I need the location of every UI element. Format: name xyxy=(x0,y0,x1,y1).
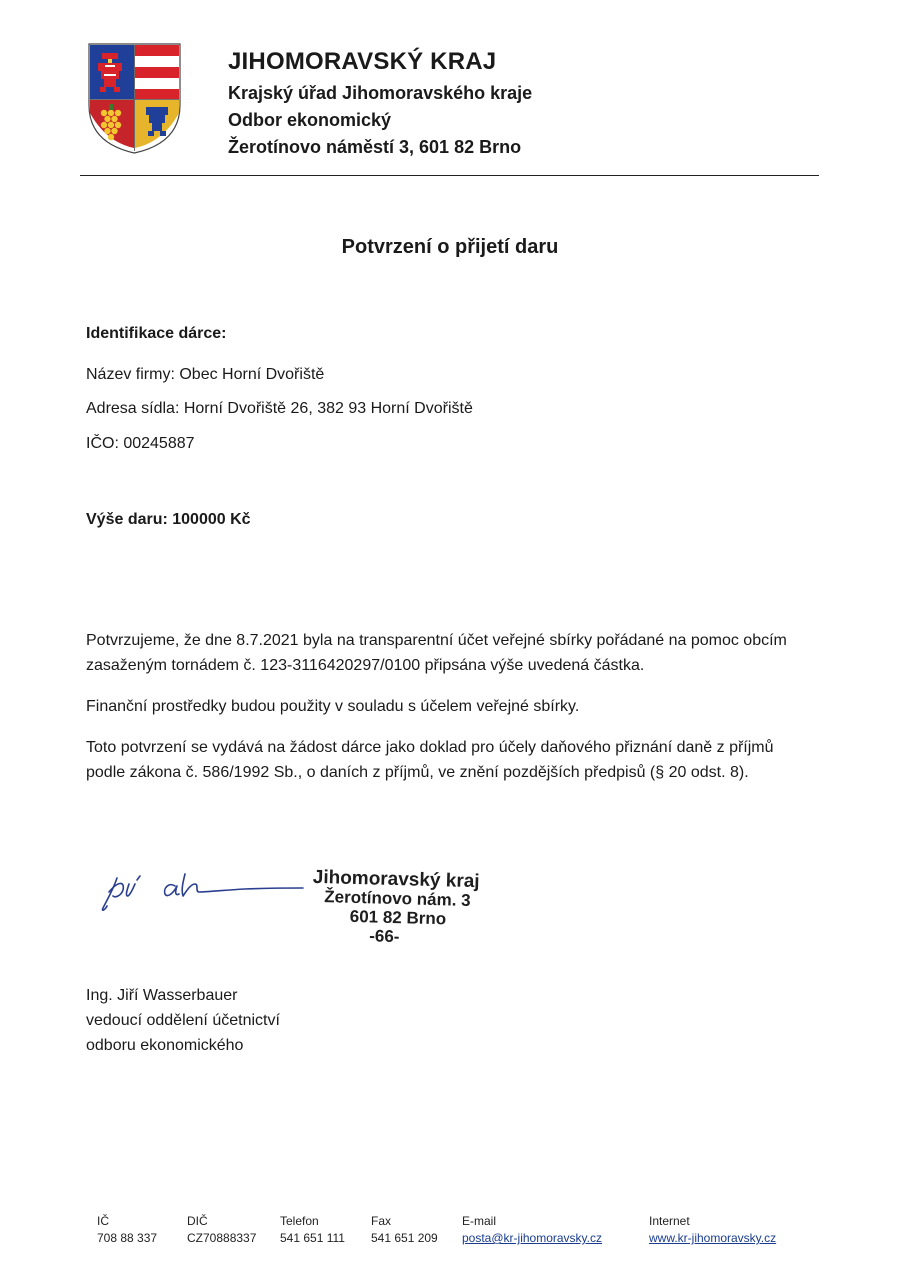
footer-fax-label: Fax xyxy=(371,1214,392,1228)
footer-dic-value: CZ70888337 xyxy=(187,1231,257,1245)
purpose-line-2: podle zákona č. 586/1992 Sb., o daních z příjmů, ve znění pozdějších předpisů (§ 20 odst. 8). xyxy=(86,764,749,781)
footer-ic xyxy=(97,1213,157,1247)
footer-internet-label: Internet xyxy=(649,1214,690,1228)
handwritten-signature xyxy=(95,860,310,920)
signatory-role-1: vedoucí oddělení účetnictví xyxy=(86,1012,280,1029)
footer-fax-value: 541 651 209 xyxy=(371,1231,438,1245)
coat-of-arms-logo xyxy=(88,43,181,154)
footer-fax xyxy=(371,1213,438,1247)
footer-email-label: E-mail xyxy=(462,1214,497,1228)
letterhead xyxy=(228,48,532,163)
footer-dic-label: DIČ xyxy=(187,1214,208,1228)
signatory-role-2: odboru ekonomického xyxy=(86,1037,244,1054)
office-name: Krajský úřad Jihomoravského kraje xyxy=(228,83,533,103)
stamp-line-2: Žerotínovo nám. 3 xyxy=(324,887,471,910)
confirmation-line-2: zasaženým tornádem č. 123-3116420297/0100 připsána výše uvedená částka. xyxy=(86,657,645,674)
confirmation-line-1: Potvrzujeme, že dne 8.7.2021 byla na transparentní účet veřejné sbírky pořádané na pomoc obcím xyxy=(86,632,787,649)
document-title: Potvrzení o přijetí daru xyxy=(341,236,559,258)
stamp-line-4: -66- xyxy=(369,926,400,947)
footer-email xyxy=(462,1213,602,1247)
donor-company: Název firmy: Obec Horní Dvořiště xyxy=(86,366,325,383)
office-address: Žerotínovo náměstí 3, 601 82 Brno xyxy=(228,137,522,157)
footer-ic-label: IČ xyxy=(97,1214,109,1228)
official-stamp xyxy=(311,868,478,948)
header-divider xyxy=(80,175,819,176)
footer-email-link[interactable]: posta@kr-jihomoravsky.cz xyxy=(462,1231,602,1245)
donor-address: Adresa sídla: Horní Dvořiště 26, 382 93 Horní Dvořiště xyxy=(86,400,473,417)
footer-internet xyxy=(649,1213,776,1247)
footer-phone-label: Telefon xyxy=(280,1214,319,1228)
usage-statement: Finanční prostředky budou použity v souladu s účelem veřejné sbírky. xyxy=(86,698,580,715)
footer-dic xyxy=(187,1213,256,1247)
signatory-name: Ing. Jiří Wasserbauer xyxy=(86,987,238,1004)
stamp-line-1: Jihomoravský kraj xyxy=(312,866,480,893)
donor-ico: IČO: 00245887 xyxy=(86,435,195,452)
stamp-line-3: 601 82 Brno xyxy=(349,906,447,929)
footer-website-link[interactable]: www.kr-jihomoravsky.cz xyxy=(649,1231,777,1245)
footer-phone xyxy=(280,1213,345,1247)
donation-amount: Výše daru: 100000 Kč xyxy=(86,511,251,528)
footer-ic-value: 708 88 337 xyxy=(97,1231,158,1245)
department-name: Odbor ekonomický xyxy=(228,110,392,130)
org-name: JIHOMORAVSKÝ KRAJ xyxy=(228,48,497,75)
purpose-line-1: Toto potvrzení se vydává na žádost dárce jako doklad pro účely daňového přiznání daně z příjmů xyxy=(86,739,774,756)
footer-phone-value: 541 651 111 xyxy=(280,1231,345,1245)
donor-heading: Identifikace dárce: xyxy=(86,325,227,342)
